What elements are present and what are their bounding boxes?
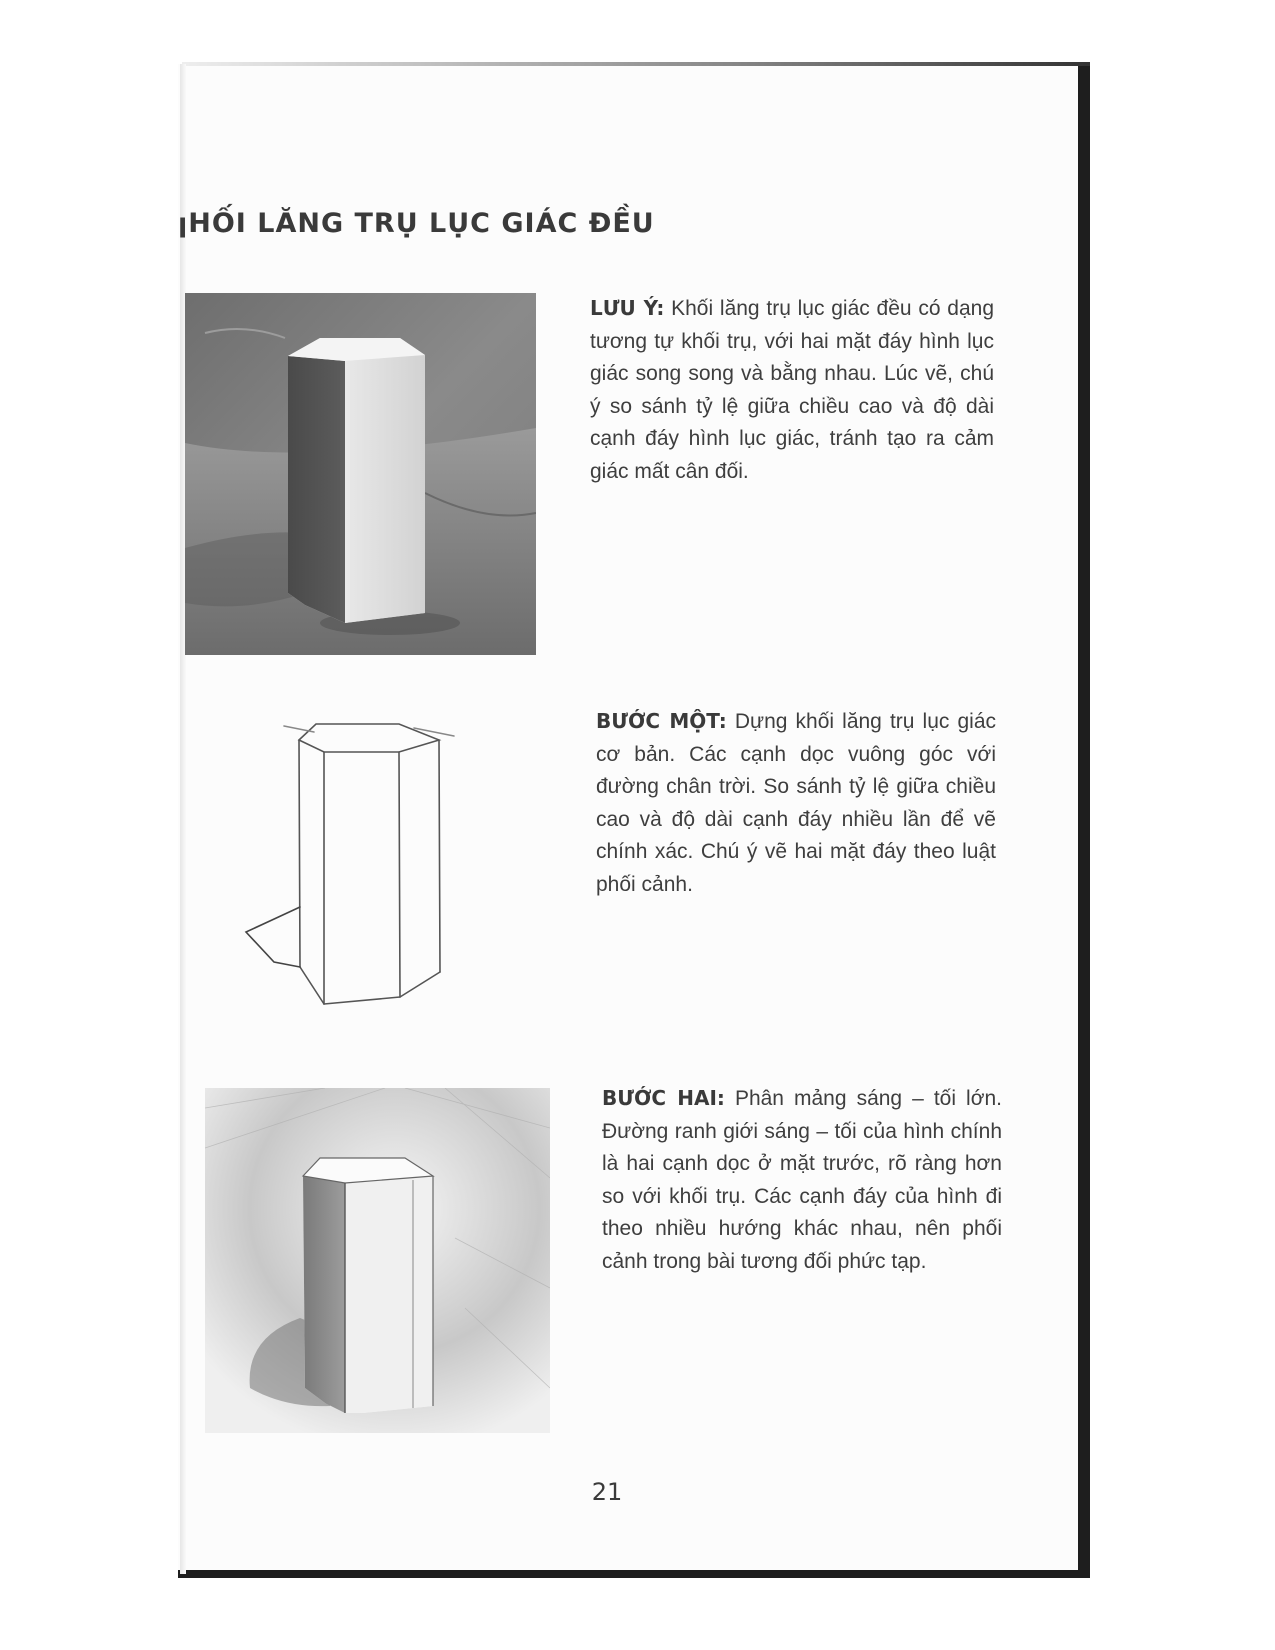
sketch-step-one bbox=[244, 722, 474, 1042]
note-paragraph bbox=[590, 292, 994, 488]
page-title: ꞁHỐI LĂNG TRỤ LỤC GIÁC ĐỀU bbox=[178, 208, 655, 239]
page-number: 21 bbox=[591, 1478, 623, 1506]
step-one-paragraph bbox=[596, 705, 996, 901]
step-two-label: BƯỚC HAI: bbox=[602, 1086, 725, 1110]
sketch-step-two bbox=[205, 1088, 550, 1433]
step-one-text: Dựng khối lăng trụ lục giác cơ bản. Các cạnh dọc vuông góc với đường chân trời. So sánh tỷ lệ giữa chiều cao và độ dài cạnh đáy nhiều lần để vẽ chính xác. Chú ý vẽ hai mặt đáy theo luật phối cảnh. bbox=[596, 710, 996, 896]
step-two-text: Phân mảng sáng – tối lớn. Đường ranh giới sáng – tối của hình chính là hai cạnh dọc ở mặt trước, rõ ràng hơn so với khối trụ. Các cạnh đáy của hình đi theo nhiều hướng khác nhau, nên phối cảnh trong bài tương đối phức tạp. bbox=[602, 1087, 1002, 1273]
photo-hexagonal-prism bbox=[185, 293, 536, 655]
note-label: LƯU Ý: bbox=[590, 296, 665, 320]
step-one-label: BƯỚC MỘT: bbox=[596, 709, 727, 733]
step-two-paragraph bbox=[602, 1082, 1002, 1278]
page-spine bbox=[180, 64, 186, 1574]
page-top-edge bbox=[182, 62, 1090, 66]
note-text: Khối lăng trụ lục giác đều có dạng tương tự khối trụ, với hai mặt đáy hình lục giác song song và bằng nhau. Lúc vẽ, chú ý so sánh tỷ lệ giữa chiều cao và độ dài cạnh đáy hình lục giác, tránh tạo ra cảm giác mất cân đối. bbox=[590, 297, 995, 483]
